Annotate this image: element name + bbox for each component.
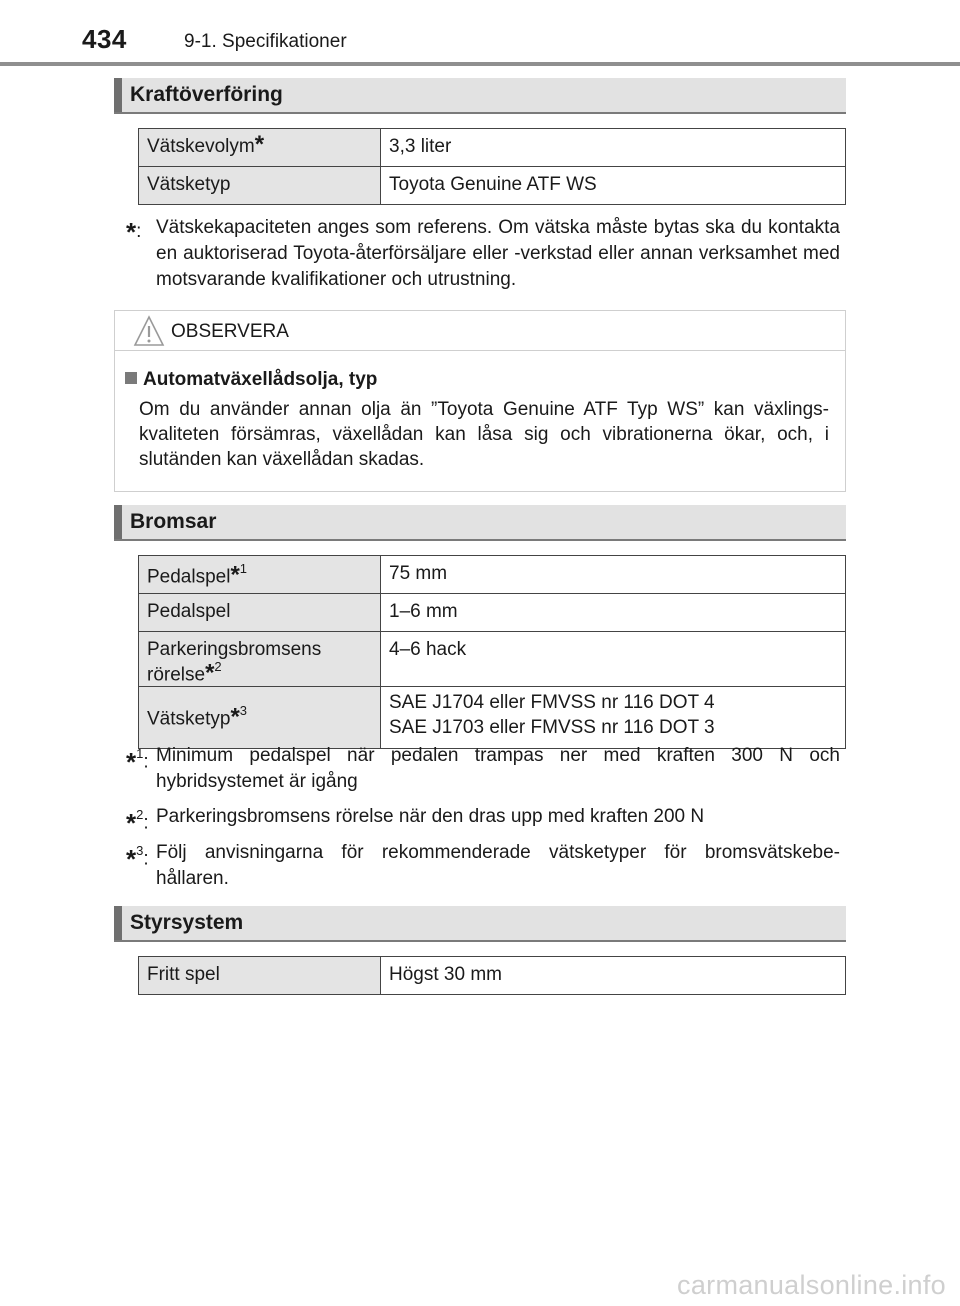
spec-key: Pedalspel*$^1$: [139, 556, 381, 594]
footnote-text: Vätskekapaciteten anges som referens. Om vätska måste bytas ska du kontakta en auktoriserad Toyota-återförsäljare eller -verkstad eller annan verksamhet med motsvarande kvalifikationer och utrustning.: [156, 217, 840, 290]
spec-value: 1–6 mm: [381, 594, 846, 632]
spec-key: Vätskevolym*: [139, 129, 381, 167]
footnote: [126, 215, 840, 293]
spec-value: 75 mm: [381, 556, 846, 594]
table-row: [139, 687, 846, 749]
footnote-marker: *$^1$:: [126, 746, 149, 778]
warning-triangle-icon: [133, 315, 165, 347]
footnote-marker: *$^2$:: [126, 807, 149, 839]
warning-text: Om du använder annan olja än ”Toyota Genuine ATF Typ WS” kan växlings- kvaliteten försämras, växellådan kan låsa sig och vibrationerna ökar, och, i slutänden kan växellådan skadas.: [139, 399, 829, 470]
table-row: [139, 167, 846, 205]
footnote: [126, 804, 840, 839]
section-title: Kraftöverföring: [130, 83, 283, 106]
footnote: [126, 840, 840, 892]
footnote-marker: *:: [126, 217, 142, 247]
footnote-text: Parkeringsbromsens rörelse när den dras upp med kraften 200 N: [156, 806, 705, 827]
section-title: Styrsystem: [130, 911, 244, 934]
spec-value: 3,3 liter: [381, 129, 846, 167]
spec-value: Toyota Genuine ATF WS: [381, 167, 846, 205]
page-header: [0, 0, 960, 66]
spec-key: Vätsketyp*$^3$: [139, 687, 381, 749]
spec-key: Parkeringsbromsens rörelse*$^2$: [139, 632, 381, 687]
spec-value: Högst 30 mm: [381, 957, 846, 995]
table-row: [139, 632, 846, 687]
footnote-text: Följ anvisningarna för rekommenderade vätsketyper för bromsvätskebe- hållaren.: [156, 842, 840, 889]
warning-box: [114, 310, 846, 492]
section-header-bromsar: [114, 505, 846, 541]
table-row: [139, 594, 846, 632]
spec-table-bromsar: [138, 555, 846, 749]
page-number: 434: [82, 24, 127, 54]
header-rule: [0, 62, 960, 66]
warning-header: [115, 311, 845, 351]
chapter-title: 9-1. Specifikationer: [184, 31, 347, 52]
spec-key: Vätsketyp: [139, 167, 381, 205]
spec-table-kraftoverforing: [138, 128, 846, 205]
table-row: [139, 556, 846, 594]
watermark: carmanualsonline.info: [677, 1270, 946, 1300]
spec-value: 4–6 hack: [381, 632, 846, 687]
table-row: [139, 129, 846, 167]
footnote-marker: *$^3$:: [126, 843, 149, 875]
spec-key: Fritt spel: [139, 957, 381, 995]
warning-label: OBSERVERA: [171, 321, 289, 342]
section-header-kraftoverforing: [114, 78, 846, 114]
warning-heading: Automatväxellådsolja, typ: [125, 369, 377, 391]
bullet-square-icon: [125, 372, 137, 384]
footnote: [126, 743, 840, 795]
footnote-text: Minimum pedalspel när pedalen trampas ner med kraften 300 N och hybridsystemet är igång: [156, 745, 840, 792]
spec-value: SAE J1704 eller FMVSS nr 116 DOT 4 SAE J1703 eller FMVSS nr 116 DOT 3: [381, 687, 846, 749]
spec-key: Pedalspel: [139, 594, 381, 632]
table-row: [139, 957, 846, 995]
section-header-styrsystem: [114, 906, 846, 942]
section-title: Bromsar: [130, 510, 217, 533]
spec-table-styrsystem: [138, 956, 846, 995]
